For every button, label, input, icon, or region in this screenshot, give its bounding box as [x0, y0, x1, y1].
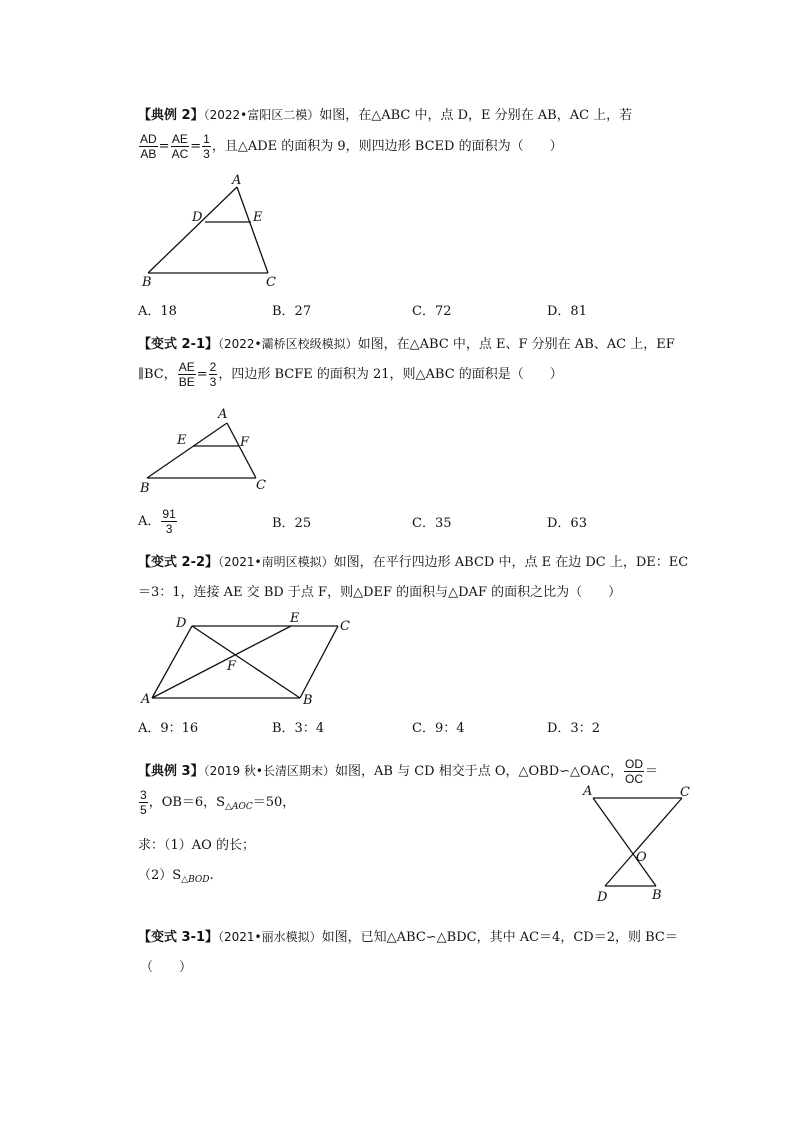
- point-label-e: E: [290, 611, 300, 626]
- point-label-d: D: [597, 890, 608, 905]
- point-label-e: E: [177, 433, 187, 448]
- question-text: 如图，在平行四边形 ABCD 中，点 E 在边 DC 上，DE：EC: [333, 555, 689, 570]
- question-tag: 【变式 3-1】: [138, 930, 219, 945]
- point-label-o: O: [636, 850, 647, 865]
- fraction-ad-ab: $\frac{AD}{AB}$: [140, 132, 157, 161]
- question-变式2-2-line2: ＝3：1，连接 AE 交 BD 于点 F，则△DEF 的面积与△DAF 的面积之比为（ ）: [138, 585, 622, 600]
- question-text: 如图，已知△ABC∽△BDC，其中 AC＝4，CD＝2，则 BC＝: [321, 930, 678, 945]
- point-label-b: B: [652, 888, 662, 903]
- option-b: B．27: [272, 304, 312, 319]
- question-典例2-line2: $\frac{AD}{AB}$ = $\frac{AE}{AC}$ = $\frac{1}{3}$ ，且△ADE 的面积为 9，则四边形 BCED 的面积为（ ）: [140, 132, 563, 161]
- option-b: B．25: [272, 516, 312, 531]
- question-source: （2021•南明区模拟）: [218, 555, 334, 569]
- option-d: D．3：2: [547, 721, 600, 736]
- option-c: C．9：4: [412, 721, 465, 736]
- fraction-91-3: $\frac{91}{3}$: [162, 507, 176, 536]
- option-a: A． $\frac{91}{3}$: [138, 507, 176, 536]
- option-c: C．35: [412, 516, 452, 531]
- fraction-od-oc: $\frac{OD}{OC}$: [625, 757, 644, 786]
- fraction-three-fifths: $\frac{3}{5}$: [140, 788, 147, 817]
- question-tag: 【变式 2-1】: [138, 337, 219, 352]
- point-label-f: F: [240, 435, 250, 450]
- question-source: （2022•灞桥区校级模拟）: [218, 337, 358, 351]
- question-source: （2022•富阳区二模）: [203, 108, 320, 122]
- point-label-a: A: [218, 407, 228, 422]
- question-text: ，且△ADE 的面积为 9，则四边形 BCED 的面积为（ ）: [211, 139, 563, 154]
- option-a: A．9：16: [138, 721, 199, 736]
- point-label-b: B: [140, 481, 150, 496]
- question-text: 如图，AB 与 CD 相交于点 O，△OBD∽△OAC，: [335, 764, 624, 779]
- point-label-c: C: [256, 478, 266, 493]
- question-典例3-ask2: $(2)S_{\triangle BOD}$.: [138, 868, 214, 885]
- fraction-ae-be: $\frac{AE}{BE}$: [178, 360, 195, 389]
- question-变式3-1-line1: [138, 926, 678, 945]
- option-c: C．72: [412, 304, 452, 319]
- fraction-ae-ac: $\frac{AE}{AC}$: [171, 132, 189, 161]
- question-source: （2019 秋•长清区期末）: [203, 764, 336, 778]
- point-label-a: A: [141, 692, 151, 707]
- question-典例3-line1: 【典例 3】（2019 秋•长清区期末）如图，AB 与 CD 相交于点 O，△OBD∽△OAC， $\frac{OD}{OC}$ ＝: [138, 757, 659, 786]
- option-b: B．3：4: [272, 721, 325, 736]
- question-典例3-ask1: 求：（1）AO 的长；: [138, 838, 255, 853]
- option-d: D．81: [547, 304, 587, 319]
- point-label-b: B: [303, 693, 313, 708]
- point-label-c: C: [680, 785, 690, 800]
- option-a: A．18: [138, 304, 177, 319]
- question-source: （2021•丽水模拟）: [218, 930, 322, 944]
- point-label-d: D: [176, 616, 187, 631]
- question-text: 如图，在△ABC 中，点 E、F 分别在 AB、AC 上，EF: [357, 337, 675, 352]
- point-label-f: F: [227, 659, 237, 674]
- question-text: 如图，在△ABC 中，点 D，E 分别在 AB，AC 上，若: [319, 108, 633, 123]
- point-label-a: A: [583, 784, 593, 799]
- point-label-b: B: [142, 275, 152, 290]
- question-变式3-1-line2: （ ）: [140, 960, 193, 975]
- point-label-e: E: [253, 210, 263, 225]
- point-label-c: C: [266, 275, 276, 290]
- fraction-one-third: $\frac{1}{3}$: [203, 132, 210, 161]
- point-label-a: A: [232, 173, 242, 188]
- question-tag: 【变式 2-2】: [138, 555, 219, 570]
- point-label-c: C: [340, 619, 350, 634]
- question-变式2-1-line2: ∥BC， $\frac{AE}{BE}$ = $\frac{2}{3}$ ，四边形 BCFE 的面积为 21，则△ABC 的面积是（ ）: [138, 360, 563, 389]
- question-tag: 【典例 2】: [138, 108, 204, 123]
- question-典例3-line2: $\frac{3}{5}$ ，OB＝6，$S_{\triangle AOC}=50$，: [140, 788, 296, 817]
- point-label-d: D: [192, 210, 203, 225]
- option-d: D．63: [547, 516, 587, 531]
- fraction-two-thirds: $\frac{2}{3}$: [209, 360, 217, 389]
- question-tag: 【典例 3】: [138, 764, 204, 779]
